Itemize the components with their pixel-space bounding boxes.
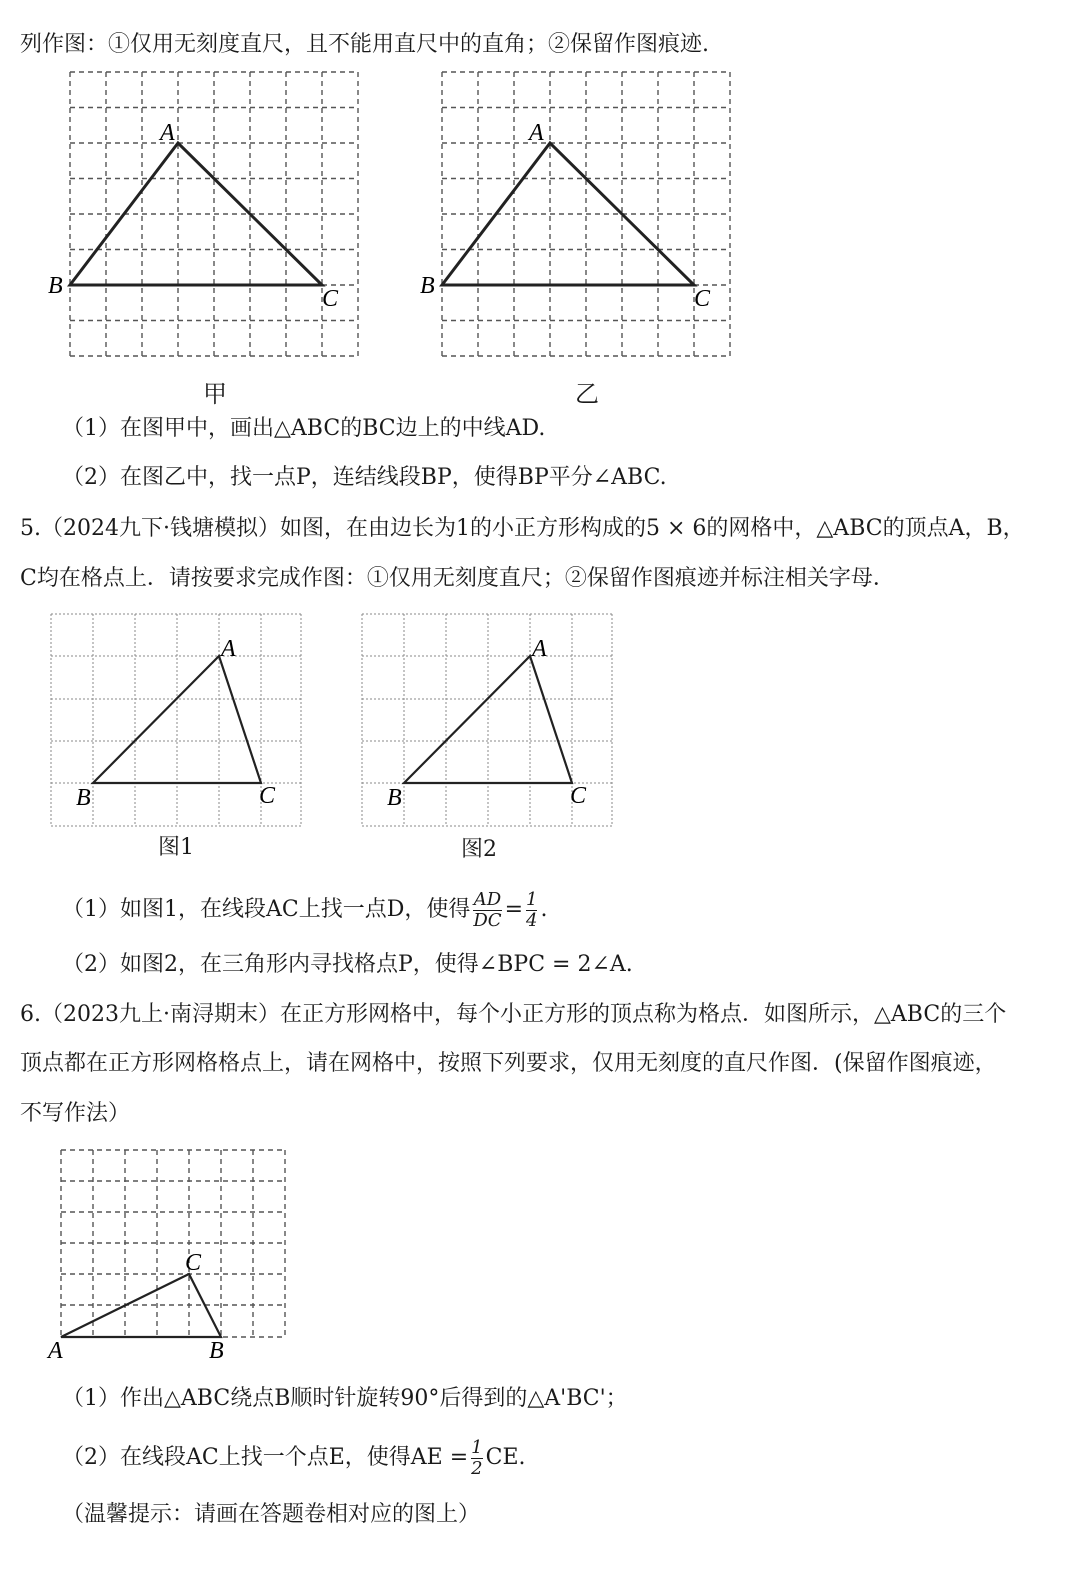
grid-jia (70, 72, 358, 356)
label-b-fig1: B (76, 785, 91, 811)
q5-sub1-prefix: （1）如图1，在线段AC上找一点D，使得 (62, 897, 471, 922)
label-c-q6: C (185, 1250, 202, 1276)
q5-sub1 (62, 888, 547, 932)
q6-sub2-end: CE. (485, 1445, 526, 1470)
fraction-one-half (471, 1438, 482, 1479)
label-c-fig2: C (570, 783, 587, 809)
q6-header-cont2: 不写作法） (20, 1101, 131, 1126)
q6-sub1: （1）作出△ABC绕点B顺时针旋转90°后得到的△A'BC'； (62, 1386, 628, 1411)
q4-sub2: （2）在图乙中，找一点P，连结线段BP，使得BP平分∠ABC. (62, 465, 667, 490)
fraction-one-quarter (526, 890, 537, 931)
q6-header: 6.（2023九上·南浔期末）在正方形网格中，每个小正方形的顶点称为格点．如图所示，△ABC的三个 (20, 1002, 1007, 1027)
equals-sign: = (504, 897, 524, 922)
caption-fig1: 图1 (158, 835, 194, 860)
label-b-jia: B (48, 273, 63, 299)
frac-num-half: 1 (471, 1436, 483, 1458)
caption-yi: 乙 (575, 380, 599, 408)
frac-den-half: 2 (471, 1457, 483, 1479)
caption-jia: 甲 (203, 380, 227, 408)
q6-sub2-prefix: （2）在线段AC上找一个点E，使得AE = (62, 1445, 469, 1470)
q5-sub1-end: . (540, 897, 548, 922)
q6-hint: （温馨提示：请画在答题卷相对应的图上） (62, 1502, 481, 1527)
label-b-q6: B (209, 1338, 224, 1364)
q5-header: 5.（2024九下·钱塘模拟）如图，在由边长为1的小正方形构成的5 × 6的网格中，△ABC的顶点A，B， (20, 516, 1025, 541)
label-a-fig2: A (532, 636, 547, 662)
frac-den-dc: DC (473, 909, 502, 931)
grid-yi (442, 72, 730, 356)
label-c-jia: C (322, 286, 339, 312)
frac-num-ad: AD (473, 888, 502, 910)
frac-num-1: 1 (526, 888, 538, 910)
label-b-yi: B (420, 273, 435, 299)
label-a-fig1: A (221, 636, 236, 662)
label-c-yi: C (694, 286, 711, 312)
q4-sub1: （1）在图甲中，画出△ABC的BC边上的中线AD. (62, 416, 546, 441)
q4-intro: 列作图：①仅用无刻度直尺，且不能用直尺中的直角；②保留作图痕迹. (20, 32, 709, 57)
label-c-fig1: C (259, 783, 276, 809)
label-a-jia: A (160, 120, 175, 146)
fraction-ad-dc (473, 890, 501, 931)
label-a-q6: A (48, 1338, 63, 1364)
caption-fig2: 图2 (461, 837, 497, 862)
frac-den-4: 4 (526, 909, 538, 931)
label-a-yi: A (529, 120, 544, 146)
q5-header-cont: C均在格点上．请按要求完成作图：①仅用无刻度直尺；②保留作图痕迹并标注相关字母． (20, 566, 895, 591)
q6-header-cont: 顶点都在正方形网格格点上，请在网格中，按照下列要求，仅用无刻度的直尺作图．(保留作图痕迹， (20, 1051, 997, 1076)
label-b-fig2: B (387, 785, 402, 811)
q5-sub2: （2）如图2，在三角形内寻找格点P，使得∠BPC = 2∠A. (62, 952, 633, 977)
grid-q6 (61, 1150, 285, 1337)
q6-sub2 (62, 1436, 526, 1480)
